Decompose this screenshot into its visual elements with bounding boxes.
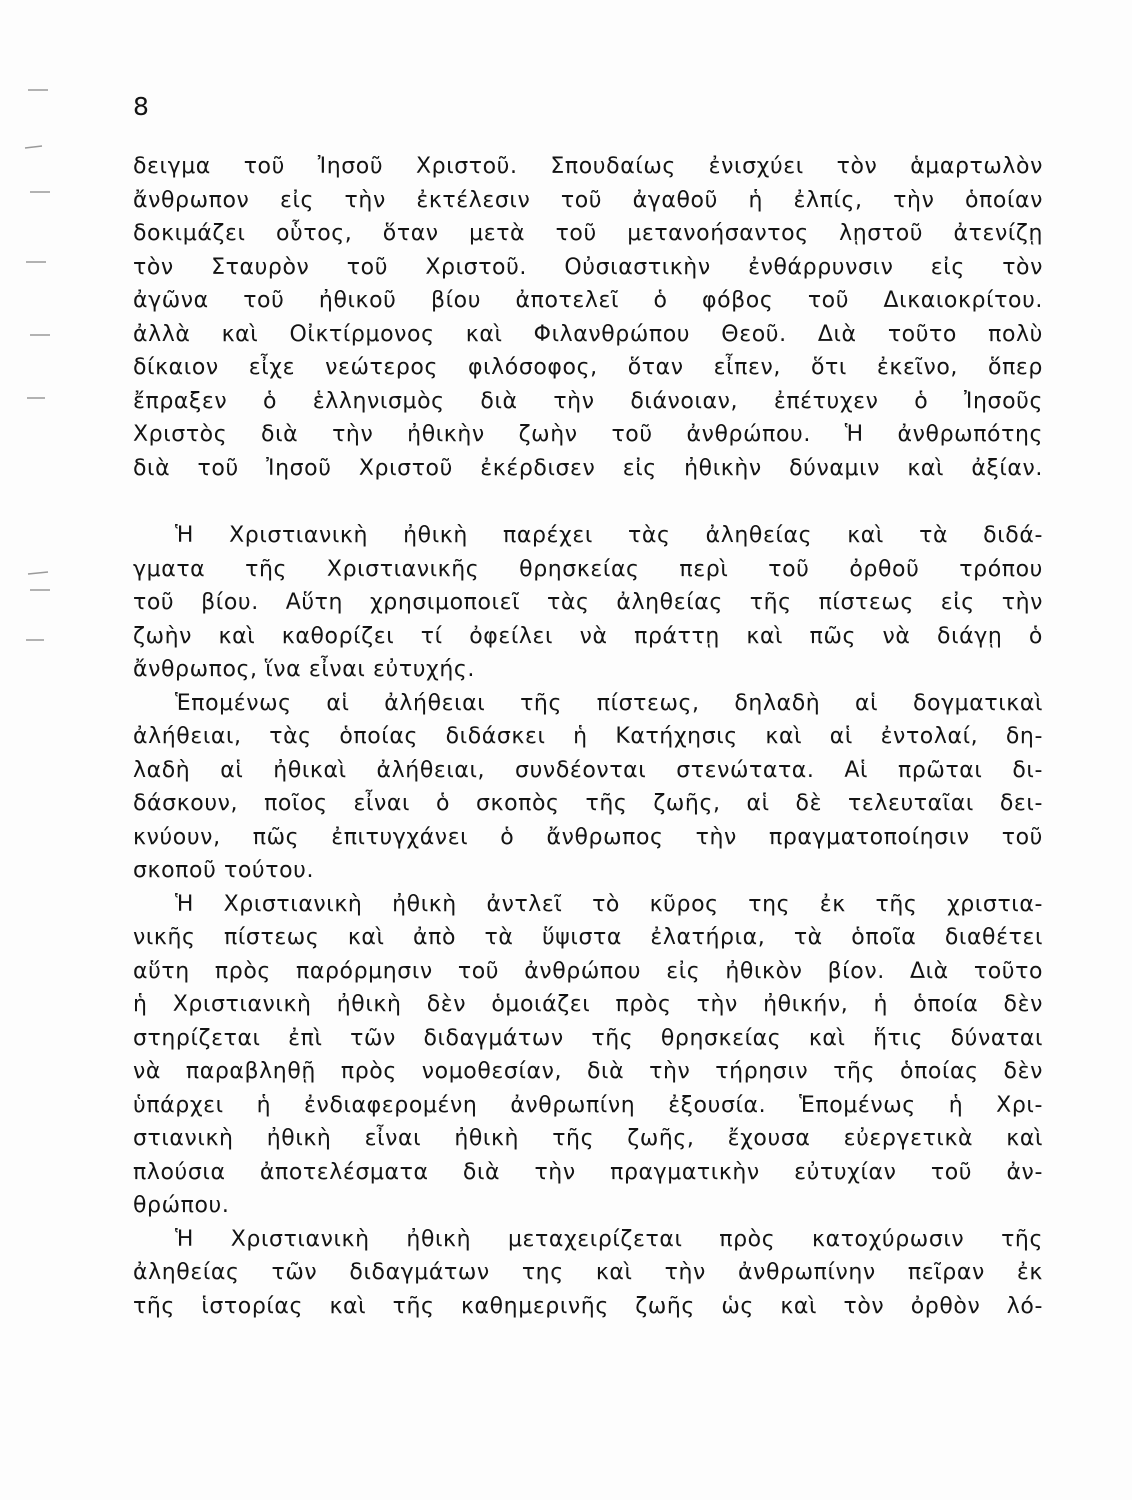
text-line: ἔπραξεν ὁ ἑλληνισμὸς διὰ τὴν διάνοιαν, ἐπέτυχεν ὁ Ἰησοῦς: [133, 388, 1043, 414]
text-line: σκοποῦ τούτου.: [133, 858, 315, 883]
text-line: ἀλήθειαι, τὰς ὁποίας διδάσκει ἡ Κατήχησις καὶ αἱ ἐντολαί, δη-: [133, 724, 1043, 749]
paragraph: [133, 150, 1043, 485]
paragraph: [133, 687, 1043, 888]
paragraph: [133, 519, 1043, 687]
text-line: γματα τῆς Χριστιανικῆς θρησκείας περὶ τοῦ ὀρθοῦ τρόπου: [133, 556, 1043, 582]
text-line: στιανικὴ ἠθικὴ εἶναι ἠθικὴ τῆς ζωῆς, ἔχουσα εὐεργετικὰ καὶ: [133, 1126, 1043, 1151]
scan-edge-marks: [0, 0, 60, 1500]
text-line: ἀγῶνα τοῦ ἠθικοῦ βίου ἀποτελεῖ ὁ φόβος τοῦ Δικαιοκρίτου.: [133, 288, 1043, 313]
text-line: Ἑπομένως αἱ ἀλήθειαι τῆς πίστεως, δηλαδὴ αἱ δογματικαὶ: [175, 690, 1043, 716]
text-line: ζωὴν καὶ καθορίζει τί ὀφείλει νὰ πράττῃ καὶ πῶς νὰ διάγῃ ὁ: [133, 623, 1043, 649]
text-line: τὸν Σταυρὸν τοῦ Χριστοῦ. Οὐσιαστικὴν ἐνθάρρυνσιν εἰς τὸν: [133, 254, 1043, 280]
text-line: στηρίζεται ἐπὶ τῶν διδαγμάτων τῆς θρησκείας καὶ ἥτις δύναται: [133, 1025, 1043, 1051]
paragraph: [133, 1223, 1043, 1324]
text-line: νὰ παραβληθῇ πρὸς νομοθεσίαν, διὰ τὴν τήρησιν τῆς ὁποίας δὲν: [133, 1059, 1043, 1084]
text-line: δειγμα τοῦ Ἰησοῦ Χριστοῦ. Σπουδαίως ἐνισχύει τὸν ἁμαρτωλὸν: [133, 154, 1043, 179]
text-line: ἄνθρωπον εἰς τὴν ἐκτέλεσιν τοῦ ἀγαθοῦ ἡ ἐλπίς, τὴν ὁποίαν: [133, 187, 1043, 213]
paragraph: [133, 888, 1043, 1223]
text-line: θρώπου.: [133, 1193, 230, 1218]
text-line: τῆς ἱστορίας καὶ τῆς καθημερινῆς ζωῆς ὡς καὶ τὸν ὀρθὸν λό-: [133, 1293, 1043, 1319]
text-line: Χριστὸς διὰ τὴν ἠθικὴν ζωὴν τοῦ ἀνθρώπου. Ἡ ἀνθρωπότης: [133, 422, 1043, 447]
text-line: Ἡ Χριστιανικὴ ἠθικὴ ἀντλεῖ τὸ κῦρος της ἐκ τῆς χριστια-: [175, 891, 1043, 917]
text-line: ὑπάρχει ἡ ἐνδιαφερομένη ἀνθρωπίνη ἐξουσία. Ἑπομένως ἡ Χρι-: [133, 1092, 1043, 1118]
text-line: αὕτη πρὸς παρόρμησιν τοῦ ἀνθρώπου εἰς ἠθικὸν βίον. Διὰ τοῦτο: [133, 958, 1043, 984]
text-line: δίκαιον εἶχε νεώτερος φιλόσοφος, ὅταν εἶπεν, ὅτι ἐκεῖνο, ὅπερ: [133, 355, 1043, 380]
text-line: κνύουν, πῶς ἐπιτυγχάνει ὁ ἄνθρωπος τὴν πραγματοποίησιν τοῦ: [133, 824, 1043, 850]
text-line: διὰ τοῦ Ἰησοῦ Χριστοῦ ἐκέρδισεν εἰς ἠθικὴν δύναμιν καὶ ἀξίαν.: [133, 455, 1043, 481]
text-line: λαδὴ αἱ ἠθικαὶ ἀλήθειαι, συνδέονται στενώτατα. Αἱ πρῶται δι-: [133, 757, 1043, 783]
text-line: πλούσια ἀποτελέσματα διὰ τὴν πραγματικὴν εὐτυχίαν τοῦ ἀν-: [133, 1159, 1043, 1185]
body-text: [133, 150, 1043, 1323]
text-line: Ἡ Χριστιανικὴ ἠθικὴ παρέχει τὰς ἀληθείας καὶ τὰ διδά-: [175, 523, 1043, 548]
text-line: νικῆς πίστεως καὶ ἀπὸ τὰ ὕψιστα ἐλατήρια, τὰ ὁποῖα διαθέτει: [133, 925, 1043, 950]
text-line: δοκιμάζει οὗτος, ὅταν μετὰ τοῦ μετανοήσαντος λῃστοῦ ἀτενίζῃ: [133, 221, 1043, 246]
text-line: ἀλλὰ καὶ Οἰκτίρμονος καὶ Φιλανθρώπου Θεοῦ. Διὰ τοῦτο πολὺ: [133, 321, 1043, 347]
text-line: ἀληθείας τῶν διδαγμάτων της καὶ τὴν ἀνθρωπίνην πεῖραν ἐκ: [133, 1260, 1043, 1285]
paragraph-spacer: [133, 485, 1043, 519]
text-line: Ἡ Χριστιανικὴ ἠθικὴ μεταχειρίζεται πρὸς κατοχύρωσιν τῆς: [175, 1226, 1043, 1252]
text-line: ἄνθρωπος, ἵνα εἶναι εὐτυχής.: [133, 657, 475, 682]
text-line: ἡ Χριστιανικὴ ἠθικὴ δὲν ὁμοιάζει πρὸς τὴν ἠθικήν, ἡ ὁποία δὲν: [133, 992, 1043, 1017]
page-number: 8: [133, 92, 149, 121]
text-line: τοῦ βίου. Αὕτη χρησιμοποιεῖ τὰς ἀληθείας τῆς πίστεως εἰς τὴν: [133, 590, 1043, 615]
text-line: δάσκουν, ποῖος εἶναι ὁ σκοπὸς τῆς ζωῆς, αἱ δὲ τελευταῖαι δει-: [133, 791, 1043, 816]
